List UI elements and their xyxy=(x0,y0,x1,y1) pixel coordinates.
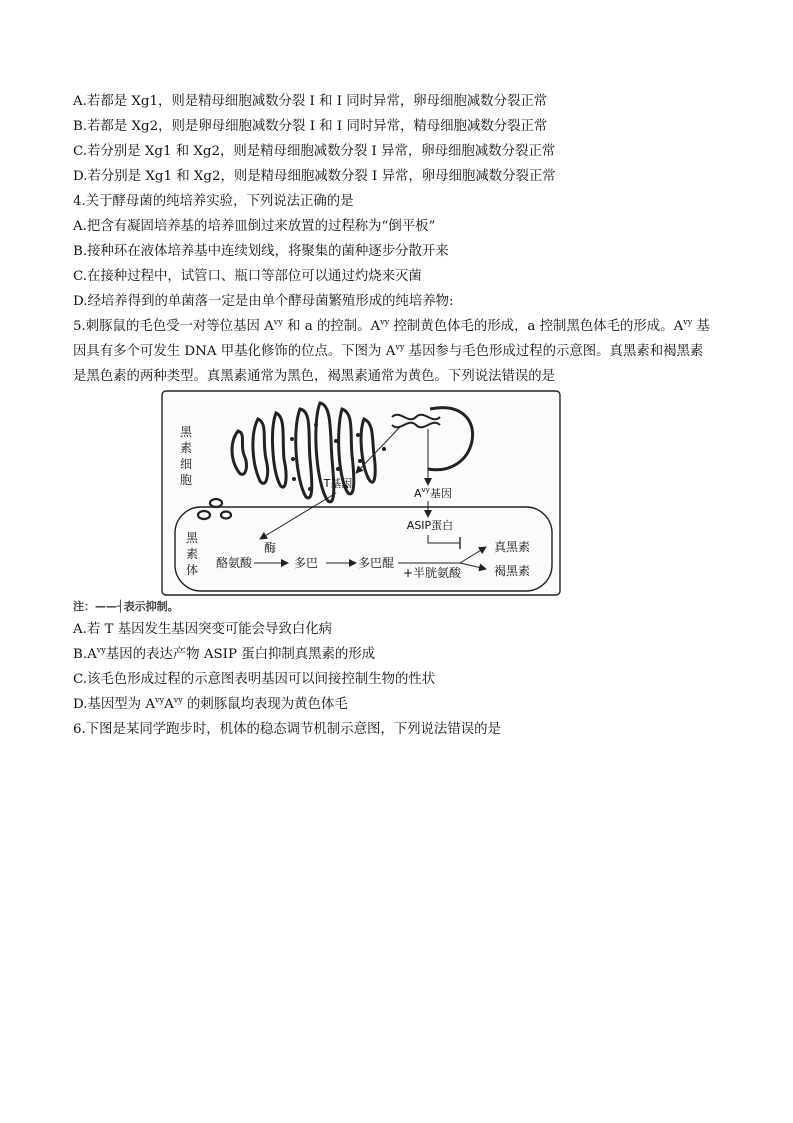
cell-label-4: 胞 xyxy=(179,473,193,487)
eumelanin-label: 真黑素 xyxy=(493,540,531,554)
enzyme-label: 酶 xyxy=(263,541,277,555)
q3-option-b: B.若都是 Xg2，则是卵母细胞减数分裂 I 和 I 同时异常，精母细胞减数分裂正常 xyxy=(73,119,548,134)
q5-option-c: C.该毛色形成过程的示意图表明基因可以间接控制生物的性状 xyxy=(73,672,436,687)
q5-option-a: A.若 T 基因发生基因突变可能会导致白化病 xyxy=(73,622,333,637)
cell-label-2: 素 xyxy=(179,441,193,455)
cysteine-label: +半胱氨酸 xyxy=(402,566,462,580)
t-gene-label: T基因 xyxy=(323,477,353,490)
q5-stem-line2: 因具有多个可发生 DNA 甲基化修饰的位点。下图为 $A^{vy}$ 基因参与毛色形成过程的示意图。真黑素和褐黑素 xyxy=(73,342,704,359)
body-label-3: 体 xyxy=(185,563,199,577)
cell-label-3: 细 xyxy=(179,457,193,471)
figure-note: 注：——┤表示抑制。 xyxy=(73,600,179,613)
cell-label-1: 黑 xyxy=(179,425,193,439)
q3-option-a: A.若都是 Xg1，则是精母细胞减数分裂 I 和 I 同时异常，卵母细胞减数分裂正常 xyxy=(73,94,548,109)
q4-option-c: C.在接种过程中，试管口、瓶口等部位可以通过灼烧来灭菌 xyxy=(73,269,422,284)
q5-stem-line3: 是黑色素的两种类型。真黑素通常为黑色，褐黑素通常为黄色。下列说法错误的是 xyxy=(73,369,556,384)
q5-option-d: D.基因型为 $A^{vy}A^{vy}$ 的刺豚鼠均表现为黄色体毛 xyxy=(73,695,348,712)
pheomelanin-label: 褐黑素 xyxy=(493,564,531,578)
q4-option-b: B.接种环在液体培养基中连续划线，将聚集的菌种逐步分散开来 xyxy=(73,244,449,259)
tyrosine-label: 酪氨酸 xyxy=(215,556,253,570)
body-label-1: 黑 xyxy=(185,531,199,545)
q3-option-d: D.若分别是 Xg1 和 Xg2，则是精母细胞减数分裂 I 异常，卵母细胞减数分裂正常 xyxy=(73,169,556,184)
a-gene-label: $A^{vy}$基因 xyxy=(414,486,452,500)
body-label-2: 素 xyxy=(185,547,199,561)
q4-stem: 4.关于酵母菌的纯培养实验，下列说法正确的是 xyxy=(73,194,354,209)
dopa-label: 多巴 xyxy=(293,556,319,570)
dopaquinone-label: 多巴醌 xyxy=(357,556,395,570)
q5-option-b: $B.A^{vy}$基因的表达产物 ASIP 蛋白抑制真黑素的形成 xyxy=(73,645,376,662)
asip-label: ASIP蛋白 xyxy=(406,519,454,532)
q6-stem: 6.下图是某同学跑步时，机体的稳态调节机制示意图，下列说法错误的是 xyxy=(73,722,501,737)
q4-option-d: D.经培养得到的单菌落一定是由单个酵母菌繁殖形成的纯培养物: xyxy=(73,294,454,309)
q5-stem-line1: 5.刺豚鼠的毛色受一对等位基因 $A^{vy}$ 和 a 的控制。$A^{vy}$ 控制黄色体毛的形成，a 控制黑色体毛的形成。$A^{vy}$ 基 xyxy=(73,317,710,334)
melanocyte-diagram xyxy=(160,389,562,597)
q4-option-a: A.把含有凝固培养基的培养皿倒过来放置的过程称为“倒平板” xyxy=(73,219,436,234)
q3-option-c: C.若分别是 Xg1 和 Xg2，则是精母细胞减数分裂 I 异常，卵母细胞减数分裂正常 xyxy=(73,144,556,159)
